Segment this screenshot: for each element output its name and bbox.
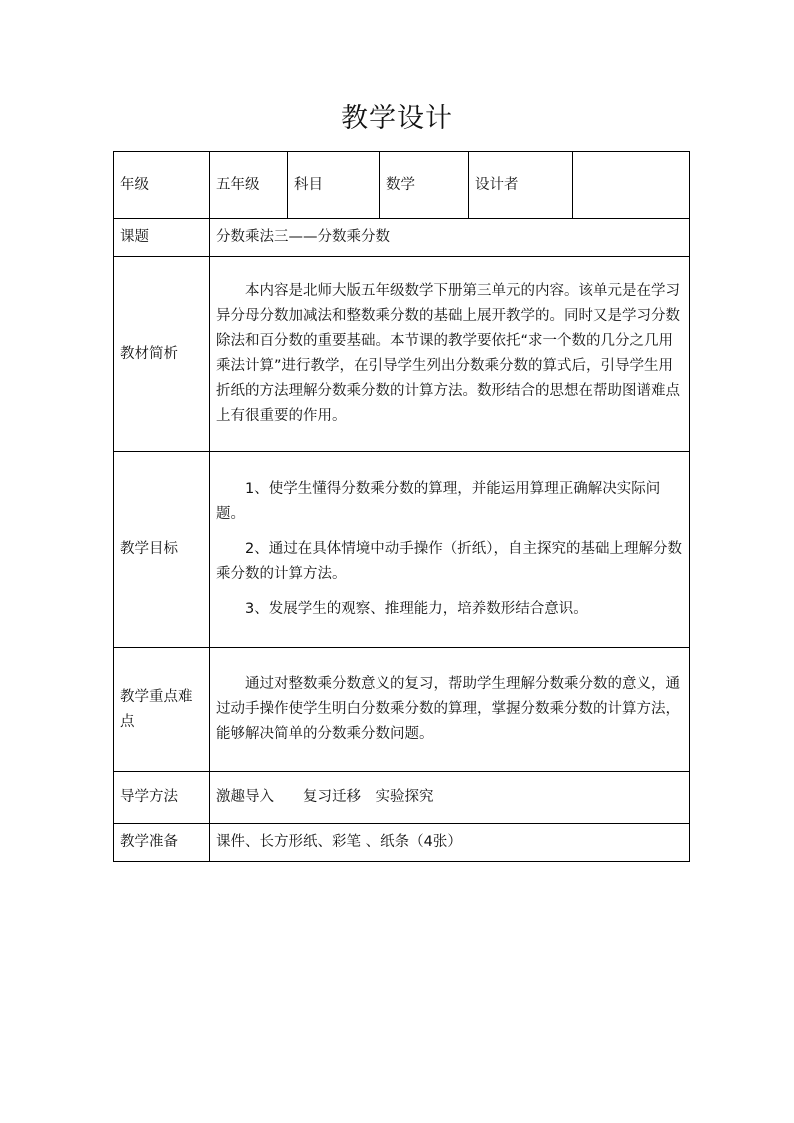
topic-label: 课题 (114, 219, 210, 257)
preparation-value: 课件、长方形纸、彩笔 、纸条（4张） (210, 824, 690, 862)
row-method (114, 772, 690, 824)
row-key-points (114, 648, 690, 772)
subject-value: 数学 (380, 152, 469, 219)
row-grade (114, 152, 690, 219)
row-material (114, 257, 690, 452)
goal-item-1: 1、使学生懂得分数乘分数的算理，并能运用算理正确解决实际问题。 (216, 481, 661, 522)
method-label: 导学方法 (114, 772, 210, 824)
goals-label: 教学目标 (114, 452, 210, 648)
lesson-plan-table (113, 151, 690, 862)
goal-item-3: 3、发展学生的观察、推理能力，培养数形结合意识。 (245, 601, 588, 617)
material-label: 教材简析 (114, 257, 210, 452)
method-value: 激趣导入 复习迁移 实验探究 (210, 772, 690, 824)
grade-label: 年级 (114, 152, 210, 219)
material-cell (210, 257, 690, 452)
goal-item-2: 2、通过在具体情境中动手操作（折纸），自主探究的基础上理解分数乘分数的计算方法。 (216, 541, 682, 582)
preparation-label: 教学准备 (114, 824, 210, 862)
row-preparation (114, 824, 690, 862)
designer-value (573, 152, 690, 219)
topic-value: 分数乘法三——分数乘分数 (210, 219, 690, 257)
key-points-label: 教学重点难点 (114, 648, 210, 772)
row-goals (114, 452, 690, 648)
goals-cell (210, 452, 690, 648)
row-topic (114, 219, 690, 257)
key-points-cell (210, 648, 690, 772)
document-title: 教学设计 (341, 103, 453, 134)
key-points-text: 通过对整数乘分数意义的复习，帮助学生理解分数乘分数的意义，通过动手操作使学生明白分数乘分数的算理，掌握分数乘分数的计算方法，能够解决简单的分数乘分数问题。 (216, 676, 680, 742)
material-text: 本内容是北师大版五年级数学下册第三单元的内容。该单元是在学习异分母分数加减法和整数乘分数的基础上展开教学的。同时又是学习分数除法和百分数的重要基础。本节课的教学要依托“求一个数的几分之几用乘法计算”进行教学，在引导学生列出分数乘分数的算式后，引导学生用折纸的方法理解分数乘分数的计算方法。数形结合的思想在帮助图谱难点上有很重要的作用。 (216, 283, 680, 424)
designer-label: 设计者 (469, 152, 573, 219)
grade-value: 五年级 (210, 152, 288, 219)
subject-label: 科目 (288, 152, 380, 219)
